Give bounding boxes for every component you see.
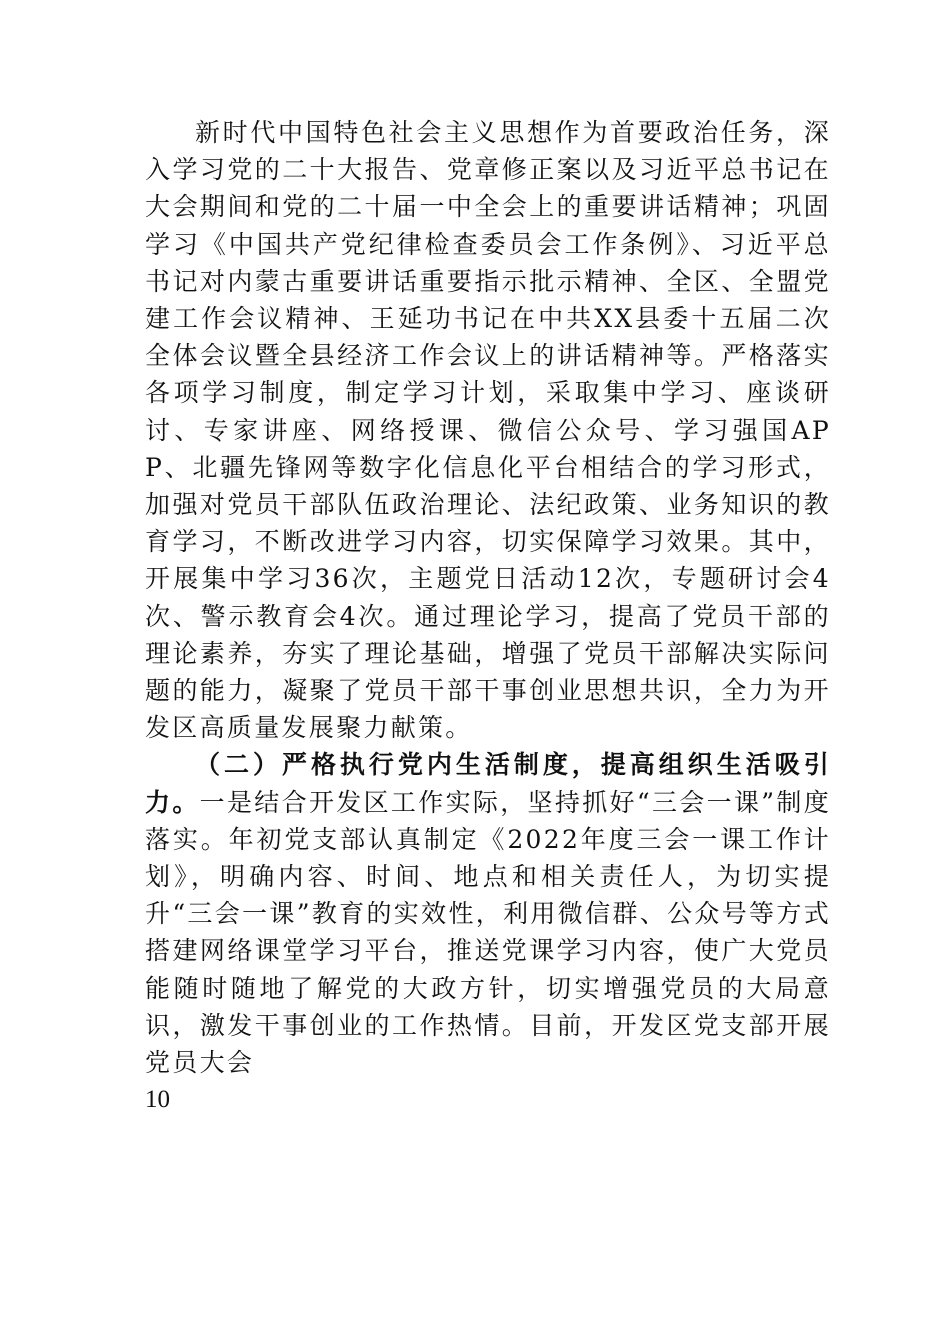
- trailing-number: 10: [145, 1086, 170, 1114]
- section-heading: （二）严格执行党内生活制度，提高组织生活吸引力。: [145, 750, 831, 817]
- paragraph-study: 新时代中国特色社会主义思想作为首要政治任务，深入学习党的二十大报告、党章修正案以及习近平总书记在大会期间和党的二十届一中全会上的重要讲话精神；巩固学习《中国共产党纪律检查委员会工作条例》、习近平总书记对内蒙古重要讲话重要指示批示精神、全区、全盟党建工作会议精神、王延功书记在中共XX县委十五届二次全体会议暨全县经济工作会议上的讲话精神等。严格落实各项学习制度，制定学习计划，采取集中学习、座谈研讨、专家讲座、网络授课、微信公众号、学习强国APP、北疆先锋网等数字化信息化平台相结合的学习形式，加强对党员干部队伍政治理论、法纪政策、业务知识的教育学习，不断改进学习内容，切实保障学习效果。其中，开展集中学习36次，主题党日活动12次，专题研讨会4次、警示教育会4次。通过理论学习，提高了党员干部的理论素养，夯实了理论基础，增强了党员干部解决实际问题的能力，凝聚了党员干部干事创业思想共识，全力为开发区高质量发展聚力献策。: [145, 118, 831, 743]
- paragraph-life-system: [145, 746, 831, 1081]
- document-body: [145, 114, 831, 1118]
- paragraph-life-system-text: 一是结合开发区工作实际，坚持抓好“三会一课”制度落实。年初党支部认真制定《2022年度三会一课工作计划》，明确内容、时间、地点和相关责任人，为切实提升“三会一课”教育的实效性，利用微信群、公众号等方式搭建网络课堂学习平台，推送党课学习内容，使广大党员能随时随地了解党的大政方针，切实增强党员的大局意识，激发干事创业的工作热情。目前，开发区党支部开展党员大会: [145, 787, 831, 1078]
